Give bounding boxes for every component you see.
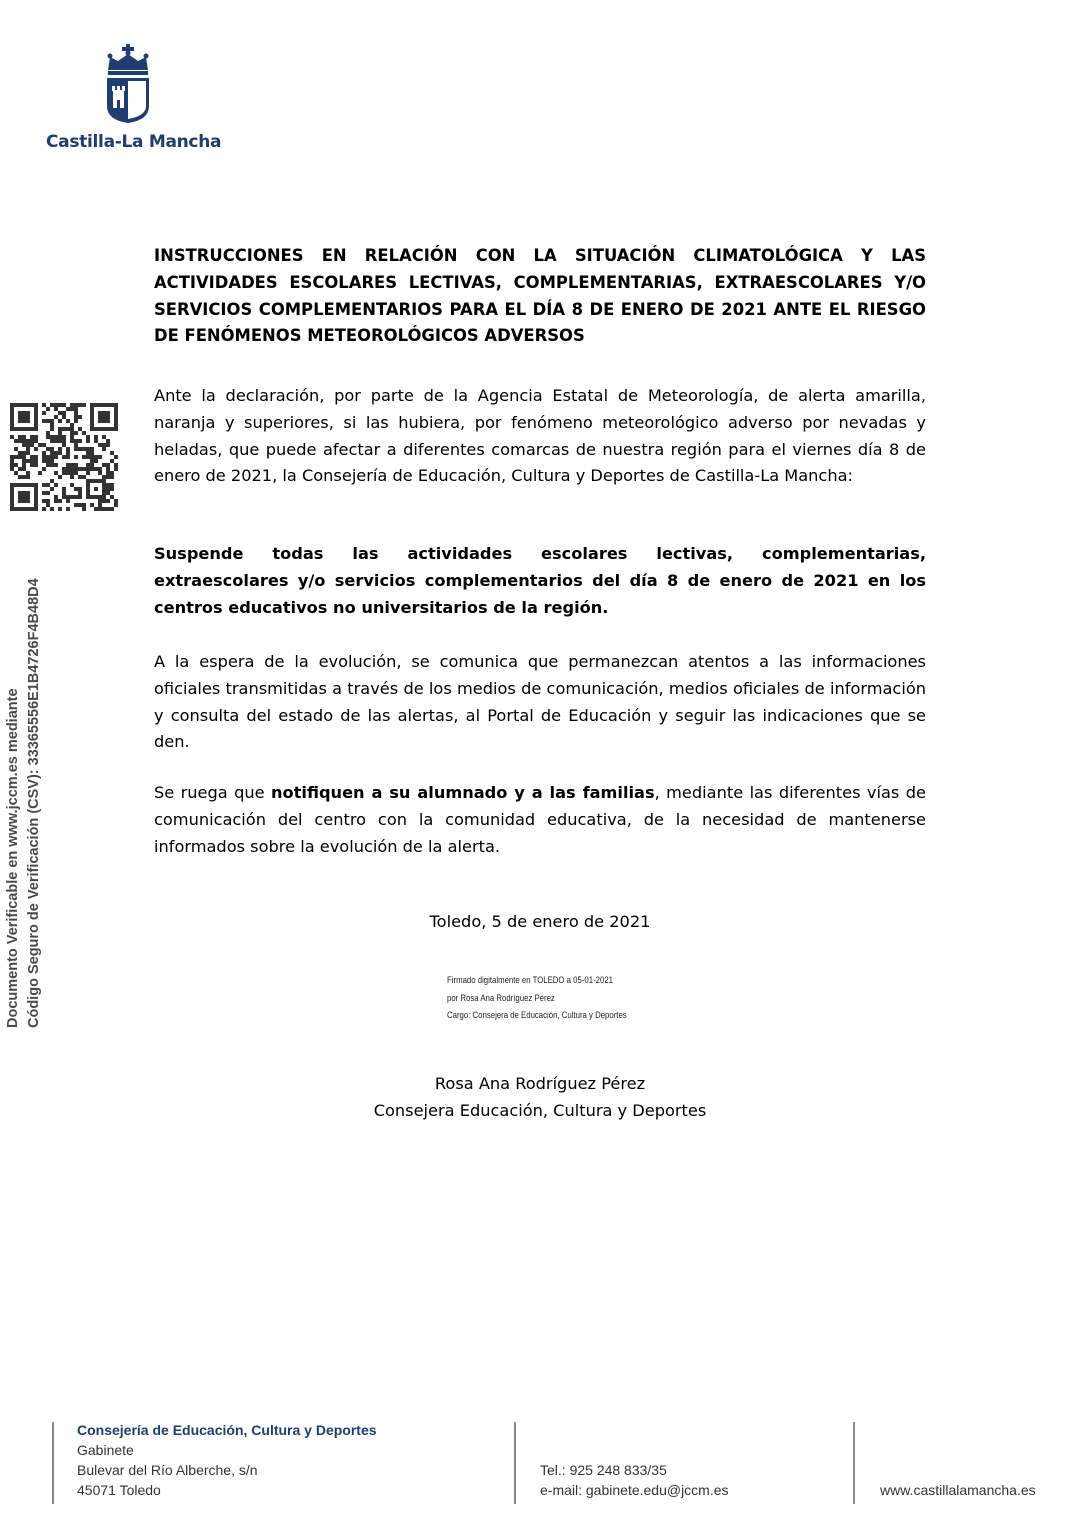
footer-divider [514,1422,516,1504]
paragraph-suspension: Suspende todas las actividades escolares lectivas, complementarias, extraescolares y/o servicios complementarios del día 8 de enero de 2021 en los centros educativos no universitarios de la región. [154,544,926,617]
qr-code-icon [10,403,118,511]
logo-text: Castilla-La Mancha [46,132,222,152]
signatory-role: Consejera Educación, Cultura y Deportes [373,1101,707,1120]
signature-line-1: Firmado digitalmente en TOLEDO a 05-01-2021 [447,975,613,986]
paragraph-awaiting: A la espera de la evolución, se comunica que permanezcan atentos a las informaciones oficiales transmitidas a través de los medios de comunicación, medios oficiales de información y consulta del estado de las alertas, al Portal de Educación y seguir las indicaciones que se den. [154,652,926,752]
verification-text [3,578,45,1028]
footer-divider [853,1422,855,1504]
document-title: INSTRUCCIONES EN RELACIÓN CON LA SITUACIÓN CLIMATOLÓGICA Y LAS ACTIVIDADES ESCOLARES LECTIVAS, COMPLEMENTARIAS, EXTRAESCOLARES Y/O SERVICIOS COMPLEMENTARIOS PARA EL DÍA 8 DE ENERO DE 2021 ANTE EL RIESGO DE FENÓMENOS METEOROLÓGICOS ADVERSOS [154,246,926,346]
paragraph-declaration: Ante la declaración, por parte de la Agencia Estatal de Meteorología, de alerta amarilla, naranja y superiores, si las hubiera, por fenómeno meteorológico adverso por nevadas y heladas, que puede afectar a diferentes comarcas de nuestra región para el viernes día 8 de enero de 2021, la Consejería de Educación, Cultura y Deportes de Castilla-La Mancha: [154,386,926,486]
verification-line-1: Documento Verificable en www.jccm.es mediante [5,688,21,1028]
footer-city: 45071 Toledo [77,1482,161,1498]
paragraph-notify-end: , mediante las diferentes vías de comunicación del centro con la comunidad educativa, de la necesidad de mantenerse informados sobre la evolución de la alerta. [154,783,926,856]
footer-contact [540,1460,729,1500]
verification-line-2: Código Seguro de Verificación (CSV): 33365556E1B4726F4B48D4 [26,578,42,1028]
footer-phone: Tel.: 925 248 833/35 [540,1462,667,1478]
castilla-la-mancha-logo [46,44,222,159]
footer-address [77,1420,377,1500]
paragraph-notify-start: Se ruega que [154,783,272,802]
footer-office: Gabinete [77,1442,134,1458]
footer-street: Bulevar del Río Alberche, s/n [77,1462,258,1478]
digital-signature [447,972,627,1025]
date-line: Toledo, 5 de enero de 2021 [429,912,651,931]
paragraph-notify [154,780,926,860]
footer-email: e-mail: gabinete.edu@jccm.es [540,1482,729,1498]
footer-website: www.castillalamancha.es [880,1482,1036,1498]
signature-line-3: Cargo: Consejera de Educación, Cultura y Deportes [447,1010,627,1021]
signature-line-2: por Rosa Ana Rodríguez Perez [447,992,555,1004]
coat-of-arms-icon [104,44,152,124]
footer-department: Consejería de Educación, Cultura y Deportes [77,1422,377,1438]
signatory-name: Rosa Ana Rodríguez Pérez [434,1074,646,1093]
footer-divider [52,1422,54,1504]
paragraph-notify-bold: notifiquen a su alumnado y a las familias [271,783,655,802]
